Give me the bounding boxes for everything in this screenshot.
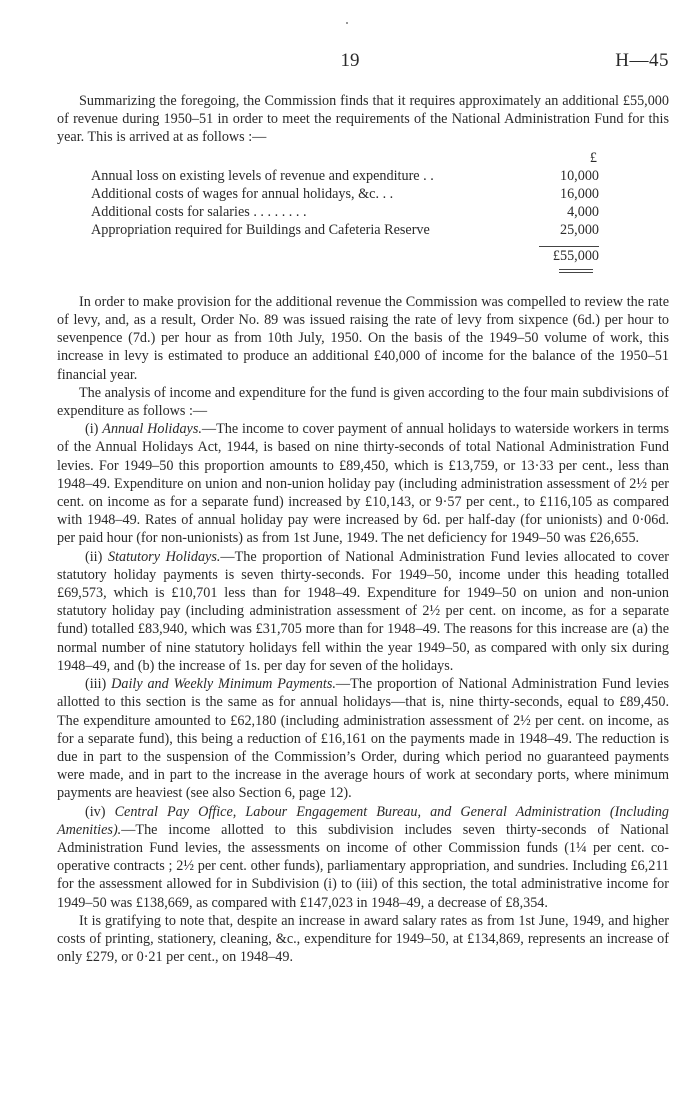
document-reference: H—45 <box>615 50 669 71</box>
row-amount: 25,000 <box>559 222 599 239</box>
closing-paragraph: It is gratifying to note that, despite an increase in award salary rates as from 1st June, 1949, and higher costs of printing, stationery, cleaning, &c., expenditure for 1949–50, at £134,869, represents an increase of only £279, or 0·21 per cent., on 1948–49. <box>57 912 669 966</box>
page-number: 19 <box>340 50 360 71</box>
section-number: (iv) <box>85 803 106 820</box>
table-row <box>91 221 599 239</box>
intro-paragraph: Summarizing the foregoing, the Commission finds that it requires approximately an additional £55,000 of revenue during 1950–51 in order to meet the requirements of the National Administration Fund for this year. This is arrived at as follows :— <box>57 93 669 146</box>
row-label: Additional costs of wages for annual holidays, &c. . . <box>91 186 394 203</box>
levy-paragraph: In order to make provision for the additional revenue the Commission was compelled to review the rate of levy, and, as a result, Order No. 89 was issued raising the rate of levy from sixpence (6d.) per hour to sevenpence (7d.) per hour as from 10th July, 1950. On the basis of the 1949–50 volume of work, this increase in levy is estimated to produce an additional £40,000 of income for the balance of the 1950–51 financial year. <box>57 293 669 383</box>
section-title: Statutory Holidays. <box>107 548 221 565</box>
section-text: —The income allotted to this subdivision includes seven thirty-seconds of National Administration Fund levies, the assessments on income of other Commission funds (1¼ per cent. co-operative contracts ; 2½ per cent. other funds), parliamentary appropriation, and sundries. Including £6,211 for the assessment allowed for in Subdivision (i) to (iii) of this section, the total administrative income for 1949–50 was £138,669, as compared with £147,023 in 1948–49, a decrease of £8,354. <box>57 821 669 911</box>
section-number: (ii) <box>85 548 103 565</box>
table-row <box>91 185 599 203</box>
row-label: Annual loss on existing levels of revenue and expenditure . . <box>91 167 434 184</box>
scan-mark <box>346 22 348 24</box>
currency-heading: £ <box>589 149 597 166</box>
section-title: Central Pay Office, Labour Engagement Bureau, and General Administration (Including Amenities). <box>57 803 670 838</box>
row-label: Appropriation required for Buildings and Cafeteria Reserve <box>91 222 430 239</box>
section-number: (iii) <box>85 676 107 693</box>
section-text: —The proportion of National Administration Fund levies allocated to cover statutory holiday payments is seven thirty-seconds. For 1949–50, income under this heading totalled £69,573, which is £10,701 less than for 1948–49. Expenditure for 1949–50 on union and non-union statutory holiday pay (including administration assessment of 2½ per cent. on income, as for a separate fund) totalled £83,940, which was £31,705 more than for 1948–49. The reasons for this increase are (a) the normal number of nine statutory holidays fell within the year 1949–50, as compared with only six during 1948–49, and (b) the increase of 1s. per day for seven of the holidays. <box>57 548 670 674</box>
section-annual-holidays <box>57 420 669 547</box>
row-label: Additional costs for salaries . . . . . . . . <box>91 204 307 221</box>
section-minimum-payments <box>57 675 669 802</box>
section-title: Annual Holidays. <box>102 421 202 438</box>
revenue-table <box>91 149 599 273</box>
page-body <box>57 92 669 966</box>
table-total: £55,000 <box>552 247 599 264</box>
table-row <box>91 203 599 221</box>
section-text: —The proportion of National Administration Fund levies allotted to this section is the same as for annual holidays—that is, nine thirty-seconds, equal to £89,450. The expenditure amounted to £62,180 (including administration assessment of 2½ per cent. on income, as for a separate fund), this being a reduction of £16,161 on the payments made in 1948–49. The reduction is due in part to the suspension of the Commission’s Order, during which period no guaranteed payments were made, and in part to the increase in the average hours of work at secondary ports, where minimum payments are heaviest (see also Section 6, page 12). <box>57 676 670 802</box>
section-central-pay-office <box>57 803 669 912</box>
section-title: Daily and Weekly Minimum Payments. <box>111 676 336 693</box>
section-number: (i) <box>85 421 99 438</box>
row-amount: 4,000 <box>567 204 599 221</box>
row-amount: 10,000 <box>559 167 599 184</box>
section-statutory-holidays <box>57 548 669 675</box>
page-header <box>0 50 700 74</box>
row-amount: 16,000 <box>559 186 599 203</box>
table-row <box>91 167 599 185</box>
analysis-paragraph: The analysis of income and expenditure for the fund is given according to the four main subdivisions of expenditure as follows :— <box>57 384 669 420</box>
section-text: —The income to cover payment of annual holidays to waterside workers in terms of the Annual Holidays Act, 1944, is based on nine thirty-seconds of total National Administration Fund levies. For 1949–50 this proportion amounts to £89,450, which is £13,759, or 13·33 per cent., less than 1948–49. Expenditure on union and non-union holiday pay (including administration assessment of 2½ per cent. on income as for a separate fund) increased by £10,143, or 9·57 per cent., to £116,105 as compared with 1948–49. Rates of annual holiday pay were increased by 6d. per half-day (for unionists) and 0·06d. per paid hour (for non-unionists) as from 1st June, 1949. The net deficiency for 1949–50 was £26,655. <box>57 421 670 547</box>
